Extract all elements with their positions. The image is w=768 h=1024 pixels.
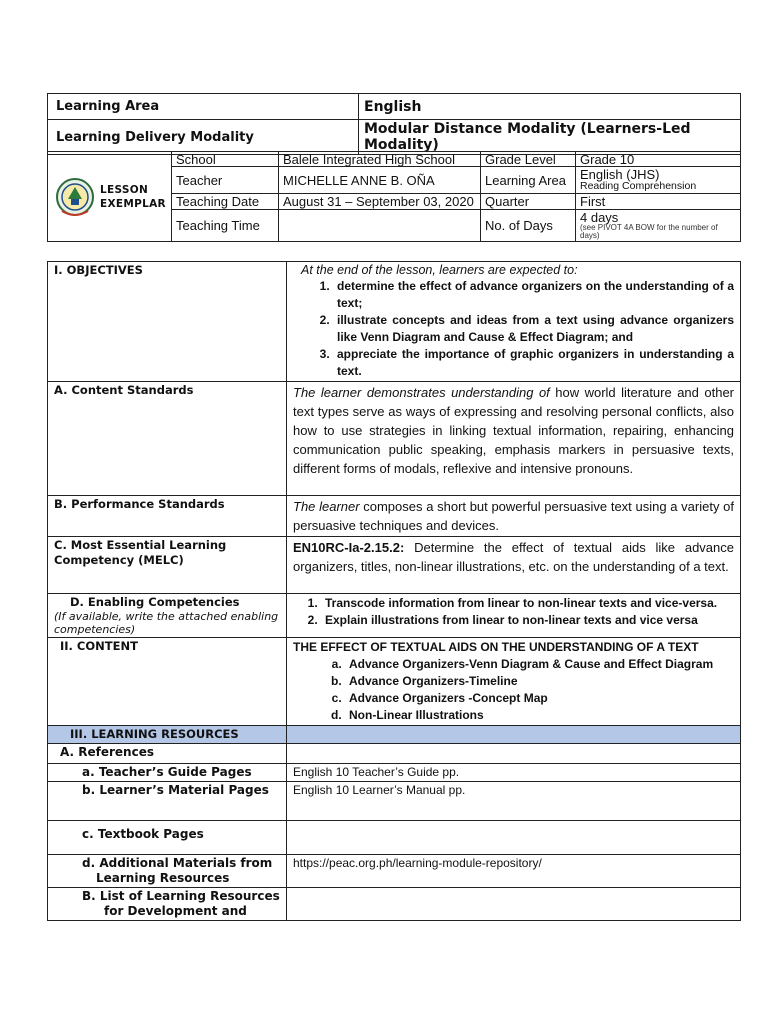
additional-label-2: Learning Resources <box>96 871 230 885</box>
content-item: a. Advance Organizers-Venn Diagram & Cause and Effect Diagram <box>345 656 734 673</box>
learning-area-label: Learning Area <box>48 94 359 120</box>
quarter-label: Quarter <box>481 194 576 210</box>
school-label: School <box>172 152 279 167</box>
melc-code: EN10RC-Ia-2.15.2: <box>293 540 405 555</box>
additional-materials-cell <box>48 855 287 888</box>
performance-standards-cell <box>287 496 741 537</box>
tg-label: a. Teacher’s Guide Pages <box>48 764 287 782</box>
lesson-label: LESSON <box>100 183 149 196</box>
objective-item: 1. determine the effect of advance organizers on the understanding of a text; <box>333 278 734 312</box>
content-standards-text: how world literature and other text types serve as ways of expressing and resolving personal conflicts, also how to use strategies in linking textual information, repairing, enhancing communication public speaking, emphasis markers in persuasive texts, different forms of modals, reflexive and intensive pronouns. <box>293 385 735 476</box>
tb-label: c. Textbook Pages <box>48 821 287 855</box>
area-value: English (JHS) <box>580 167 660 182</box>
references-label: A. References <box>48 744 287 764</box>
school-seal-icon <box>56 175 94 219</box>
logo-cell <box>48 152 172 242</box>
objectives-label: I. OBJECTIVES <box>48 262 287 382</box>
enabling-label: D. Enabling Competencies <box>70 595 240 609</box>
content-standards-label: A. Content Standards <box>48 382 287 496</box>
days-label: No. of Days <box>481 210 576 242</box>
teacher-label: Teacher <box>172 167 279 194</box>
days-note: (see PIVOT 4A BOW for the number of days) <box>580 223 718 240</box>
time-label: Teaching Time <box>172 210 279 242</box>
content-cell <box>287 638 741 726</box>
enabling-list <box>293 595 734 629</box>
performance-standards-text: composes a short but powerful persuasive text using a variety of persuasive techniques and devices. <box>293 499 734 533</box>
enabling-item: 1. Transcode information from linear to non-linear texts and vice-versa. <box>321 595 734 612</box>
resources-list-value <box>287 888 741 921</box>
school-value: Balele Integrated High School <box>279 152 481 167</box>
content-item: b. Advance Organizers-Timeline <box>345 673 734 690</box>
content-list <box>293 656 734 724</box>
days-cell <box>576 210 741 242</box>
date-value: August 31 – September 03, 2020 <box>279 194 481 210</box>
enabling-cell <box>48 594 287 638</box>
content-standards-cell <box>287 382 741 496</box>
tg-value: English 10 Teacher’s Guide pp. <box>287 764 741 782</box>
teacher-value: MICHELLE ANNE B. OÑA <box>279 167 481 194</box>
lm-value: English 10 Learner’s Manual pp. <box>287 782 741 821</box>
content-standards-lead: The learner demonstrates understanding of <box>293 385 550 400</box>
grade-value: Grade 10 <box>576 152 741 167</box>
content-title: THE EFFECT OF TEXTUAL AIDS ON THE UNDERSTANDING OF A TEXT <box>293 640 699 654</box>
content-label: II. CONTENT <box>48 638 287 726</box>
area-sub: Reading Comprehension <box>580 180 697 192</box>
exemplar-label: EXEMPLAR <box>100 197 166 210</box>
performance-standards-label: B. Performance Standards <box>48 496 287 537</box>
tb-value <box>287 821 741 855</box>
lm-label: b. Learner’s Material Pages <box>48 782 287 821</box>
date-label: Teaching Date <box>172 194 279 210</box>
modality-label: Learning Delivery Modality <box>48 120 359 155</box>
modality-value: Modular Distance Modality (Learners-Led Modality) <box>359 120 741 155</box>
enabling-list-cell <box>287 594 741 638</box>
enabling-note: (If available, write the attached enabling competencies) <box>54 610 279 636</box>
objective-item: 3. appreciate the importance of graphic organizers in understanding a text. <box>333 346 734 380</box>
melc-label: C. Most Essential Learning Competency (MELC) <box>48 537 287 594</box>
header-table <box>47 93 741 155</box>
learning-area-value: English <box>359 94 741 120</box>
lesson-plan-table <box>47 261 741 921</box>
time-value <box>279 210 481 242</box>
days-value: 4 days <box>580 210 619 225</box>
melc-text: Determine the effect of textual aids like advance organizers, titles, non-linear illustrations, etc. on the understanding of a text. <box>293 540 734 574</box>
objectives-list <box>293 278 734 380</box>
content-item: d. Non-Linear Illustrations <box>345 707 734 724</box>
objective-item: 2. illustrate concepts and ideas from a text using advance organizers like Venn Diagram and Cause & Effect Diagram; and <box>333 312 734 346</box>
area-label: Learning Area <box>481 167 576 194</box>
resources-list-label-1: B. List of Learning Resources <box>82 889 280 903</box>
melc-cell <box>287 537 741 594</box>
objectives-intro: At the end of the lesson, learners are expected to: <box>301 263 578 277</box>
learning-resources-label: III. LEARNING RESOURCES <box>48 726 287 744</box>
additional-link[interactable]: https://peac.org.ph/learning-module-repository/ <box>287 855 741 888</box>
additional-label-1: d. Additional Materials from <box>82 856 273 870</box>
quarter-value: First <box>576 194 741 210</box>
area-cell <box>576 167 741 194</box>
performance-standards-lead: The learner <box>293 499 360 514</box>
objectives-cell <box>287 262 741 382</box>
enabling-item: 2. Explain illustrations from linear to non-linear texts and vice versa <box>321 612 734 629</box>
grade-label: Grade Level <box>481 152 576 167</box>
content-item: c. Advance Organizers -Concept Map <box>345 690 734 707</box>
resources-list-label-2: for Development and <box>104 904 247 918</box>
lesson-info-table <box>47 151 741 242</box>
resources-list-cell <box>48 888 287 921</box>
references-value <box>287 744 741 764</box>
learning-resources-band <box>287 726 741 744</box>
